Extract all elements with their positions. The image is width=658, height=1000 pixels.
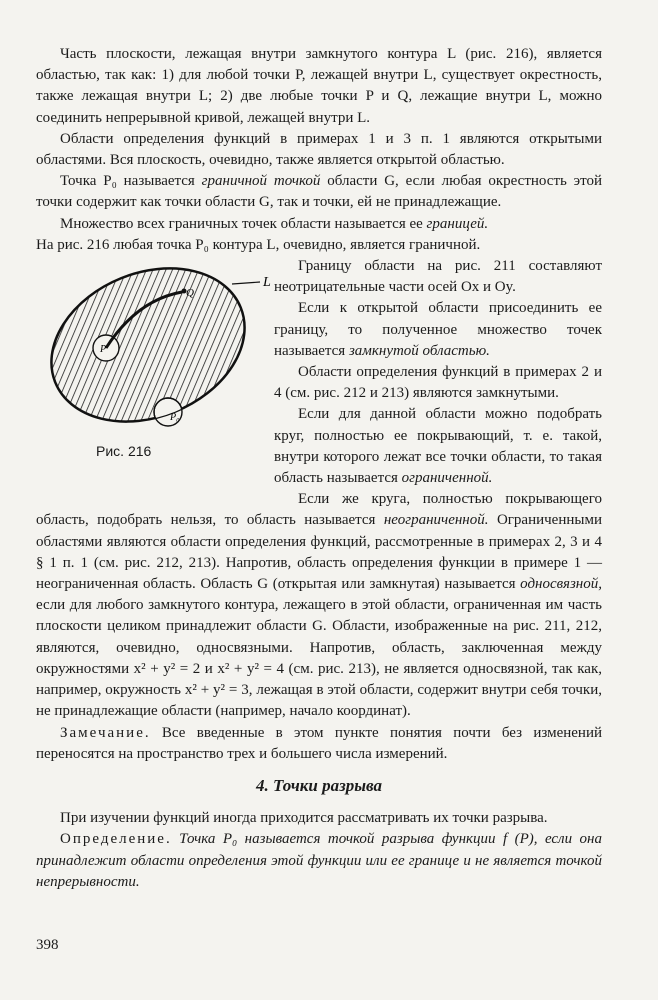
paragraph-fig211-boundary: Границу области на рис. 211 составляют неотрицательные части осей Ox и Oy.: [274, 258, 602, 296]
paragraph-region-definition: Часть плоскости, лежащая внутри замкнутого контура L (рис. 216), является областью, так как: 1) для любой точки P, лежащей внутри L, существует окрестность, также лежащая внутри L; 2) две любые точки P и Q, лежащие внутри L, можно соединить непрерывной кривой, лежащей внутри L.: [36, 46, 602, 126]
paragraph-discontinuity-intro: При изучении функций иногда приходится рассматривать их точки разрыва.: [60, 810, 548, 827]
paragraph-remark: Замечание. Все введенные в этом пункте понятия почти без изменений переносятся на пространство трех и большего числа измерений.: [36, 724, 602, 762]
paragraph-unbounded-region: Если же круга, полностью покрывающего область, подобрать нельзя, то область называется неограниченной. Ограниченными областями являются области определения функций, рассмотренные в примерах 2, 3 и 4 § 1 п. 1 (см. рис. 212, 213). Напротив, область определения функции в примере 1 — неограниченная область. Область G (открытая или замкнутая) называется односвязной, если для любого замкнутого контура, лежащего в этой области, ограниченная им часть плоскости целиком принадлежит области G. Области, изображенные на рис. 211, 212, являются, очевидно, односвязными. Напротив, область, заключенная между окружностями x² + y² = 2 и x² + y² = 4 (см. рис. 213), не является односвязной, так как, например, окружность x² + y² = 3, лежащая в этой области, содержит внутри себя точки, не принадлежащие области (например, начало координат).: [36, 491, 602, 720]
paragraph-closed-region: Если к открытой области присоединить ее границу, то полученное множество точек называется замкнутой областью.: [274, 300, 602, 359]
label-P0: P₀: [170, 412, 180, 424]
section-title: 4. Точки разрыва: [256, 775, 382, 795]
figure-216: [36, 256, 271, 492]
label-P: P: [100, 344, 107, 356]
paragraph-discontinuity-definition: Определение. Точка P₀ называется точкой разрыва функции f (P), если она принадлежит области определения этой функции или ее границе и не является точкой непрерывности.: [36, 831, 602, 890]
label-Q: Q: [186, 287, 194, 300]
paragraph-fig216-boundary: На рис. 216 любая точка P₀ контура L, очевидно, является граничной.: [36, 236, 481, 253]
page-number: 398: [36, 937, 59, 953]
paragraph-closed-examples: Области определения функций в примерах 2 и 4 (см. рис. 212 и 213) являются замкнутыми.: [274, 364, 602, 402]
label-L-leader: [232, 282, 260, 284]
figure-caption: Рис. 216: [96, 443, 152, 460]
figure-216-drawing: [36, 260, 271, 440]
paragraph-open-regions: Области определения функций в примерах 1 и 3 п. 1 являются открытыми областями. Вся плоскость, очевидно, также является открытой областью.: [36, 130, 602, 169]
page-content: [36, 44, 602, 893]
paragraph-boundary: Множество всех граничных точек области называется ее границей.: [60, 215, 489, 232]
label-L: L: [263, 275, 271, 291]
region-contour-L: [28, 241, 267, 449]
paragraph-boundary-point: Точка P₀ называется граничной точкой области G, если любая окрестность этой точки содержит как точки области G, так и точки, ей не принадлежащие.: [36, 173, 602, 211]
paragraph-bounded-region: Если для данной области можно подобрать круг, полностью ее покрывающий, т. е. такой, внутри которого лежат все точки области, то такая область называется ограниченной.: [274, 406, 602, 487]
